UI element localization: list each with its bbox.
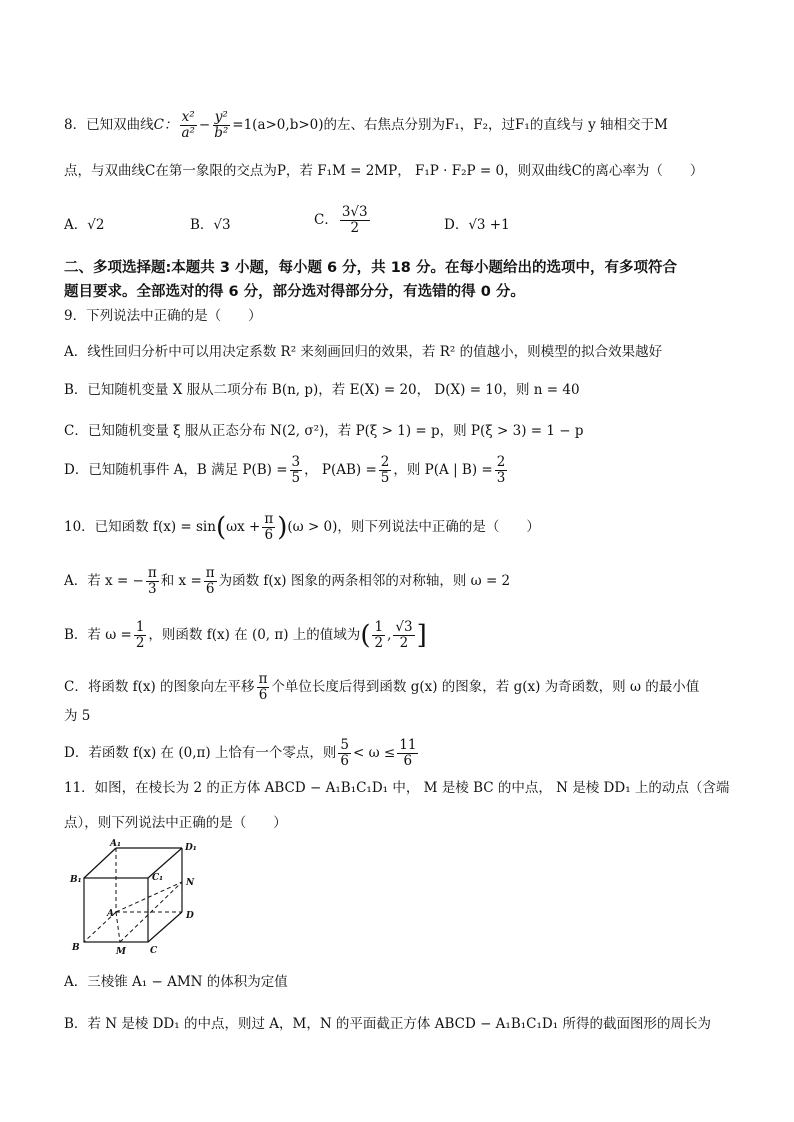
label-d: D (186, 911, 194, 921)
label-m: M (116, 947, 126, 957)
label-a1: A₁ (110, 839, 121, 849)
q8-fraction-x: $\frac{\text{x²}}{\text{a²}}$ (181, 109, 195, 141)
cube-hidden-an (116, 882, 182, 912)
label-c: C (150, 946, 158, 956)
q11-line1: 11．如图，在棱长为 2 的正方体 ABCD − A₁B₁C₁D₁ 中， M 是棱 BC 的中点， N 是棱 DD₁ 上的动点（含端 (64, 780, 730, 796)
label-b1: B₁ (70, 875, 82, 885)
q11-line2: 点），则下列说法中正确的是（ ） (64, 815, 287, 831)
q10-option-c-line2: 为 5 (64, 708, 91, 724)
q10-option-a: A．若 x = − $\frac{\pi}{3}$ 和 x = $\frac{\pi}{6}$ 为函数 f(x) 图象的两条相邻的对称轴，则 ω = 2 (64, 565, 511, 597)
cube-hidden-am (116, 912, 120, 942)
q8-line2: 点，与双曲线C在第一象限的交点为P，若 F₁M = 2MP， F₁P · F₂P = 0，则双曲线C的离心率为（ ） (64, 163, 704, 179)
q8-option-d: D．√3 +1 (444, 217, 510, 233)
q10-stem: 10．已知函数 f(x) = sin(ωx + $\frac{\pi}{6}$ )(ω > 0)，则下列说法中正确的是（ ） (64, 511, 540, 543)
q9-option-a: A．线性回归分析中可以用决定系数 R² 来刻画回归的效果，若 R² 的值越小，则模型的拟合效果越好 (64, 344, 663, 360)
q10-option-b: B．若 ω = $\frac{1}{2}$ ，则函数 f(x) 在 (0, π) 上的值域为( $\frac{1}{2}$ , $\frac{√3}{2}$ ] (64, 619, 427, 651)
q9-option-b: B．已知随机变量 X 服从二项分布 B(n, p)，若 E(X) = 20， D(X) = 10，则 n = 40 (64, 382, 580, 398)
section2-heading-line2: 题目要求。全部选对的得 6 分，部分选对得部分分，有选错的得 0 分。 (64, 284, 525, 300)
label-n: N (186, 878, 195, 888)
q9-stem: 9．下列说法中正确的是（ ） (64, 308, 262, 324)
q8-text-a: 8．已知双曲线 (64, 117, 154, 133)
label-d1: D₁ (185, 843, 197, 853)
q11-option-a: A．三棱锥 A₁ − AMN 的体积为定值 (64, 974, 288, 990)
q10-option-c-line1: C．将函数 f(x) 的图象向左平移 $\frac{\pi}{6}$ 个单位长度后得到函数 g(x) 的图象，若 g(x) 为奇函数，则 ω 的最小值 (64, 671, 700, 703)
q10-option-d: D．若函数 f(x) 在 (0,π) 上恰有一个零点，则 $\frac{5}{6}$ < ω ≤ $\frac{11}{6}$ (64, 737, 417, 769)
section2-heading-line1: 二、多项选择题:本题共 3 小题，每小题 6 分，共 18 分。在每小题给出的选项中，有多项符合 (64, 260, 677, 276)
q8-option-a: A．√2 (64, 217, 105, 233)
cube-figure (60, 836, 220, 960)
q8-option-c: C． $\frac{3√3}{2}$ (314, 204, 368, 236)
cube-edge-b1a1 (84, 848, 116, 878)
q9-option-d: D．已知随机事件 A，B 满足 P(B) = $\frac{3}{5}$ ， P(AB) = $\frac{2}{5}$ ，则 P(A | B) = $\frac{2}{3}$ (64, 454, 506, 486)
label-a: A (107, 909, 114, 919)
q8-fraction-y: $\frac{\text{y²}}{\text{b²}}$ (214, 109, 229, 141)
label-c1: C₁ (152, 873, 164, 883)
cube-edge-cd (148, 912, 182, 942)
q8-minus: − (198, 117, 211, 133)
q8-line1 (64, 110, 668, 141)
label-b: B (72, 943, 80, 953)
q8-eq-right: =1(a>0,b>0) (232, 117, 324, 133)
q8-text-b: 的左、右焦点分别为F₁，F₂，过F₁的直线与 y 轴相交于M (323, 117, 668, 133)
q8-curve-name: C： (153, 117, 178, 133)
q9-option-c: C．已知随机变量 ξ 服从正态分布 N(2, σ²)，若 P(ξ > 1) = p，则 P(ξ > 3) = 1 − p (64, 423, 584, 439)
q8-option-b: B．√3 (190, 217, 231, 233)
q11-option-b: B．若 N 是棱 DD₁ 的中点，则过 A，M，N 的平面截正方体 ABCD − A₁B₁C₁D₁ 所得的截面图形的周长为 (64, 1016, 711, 1032)
